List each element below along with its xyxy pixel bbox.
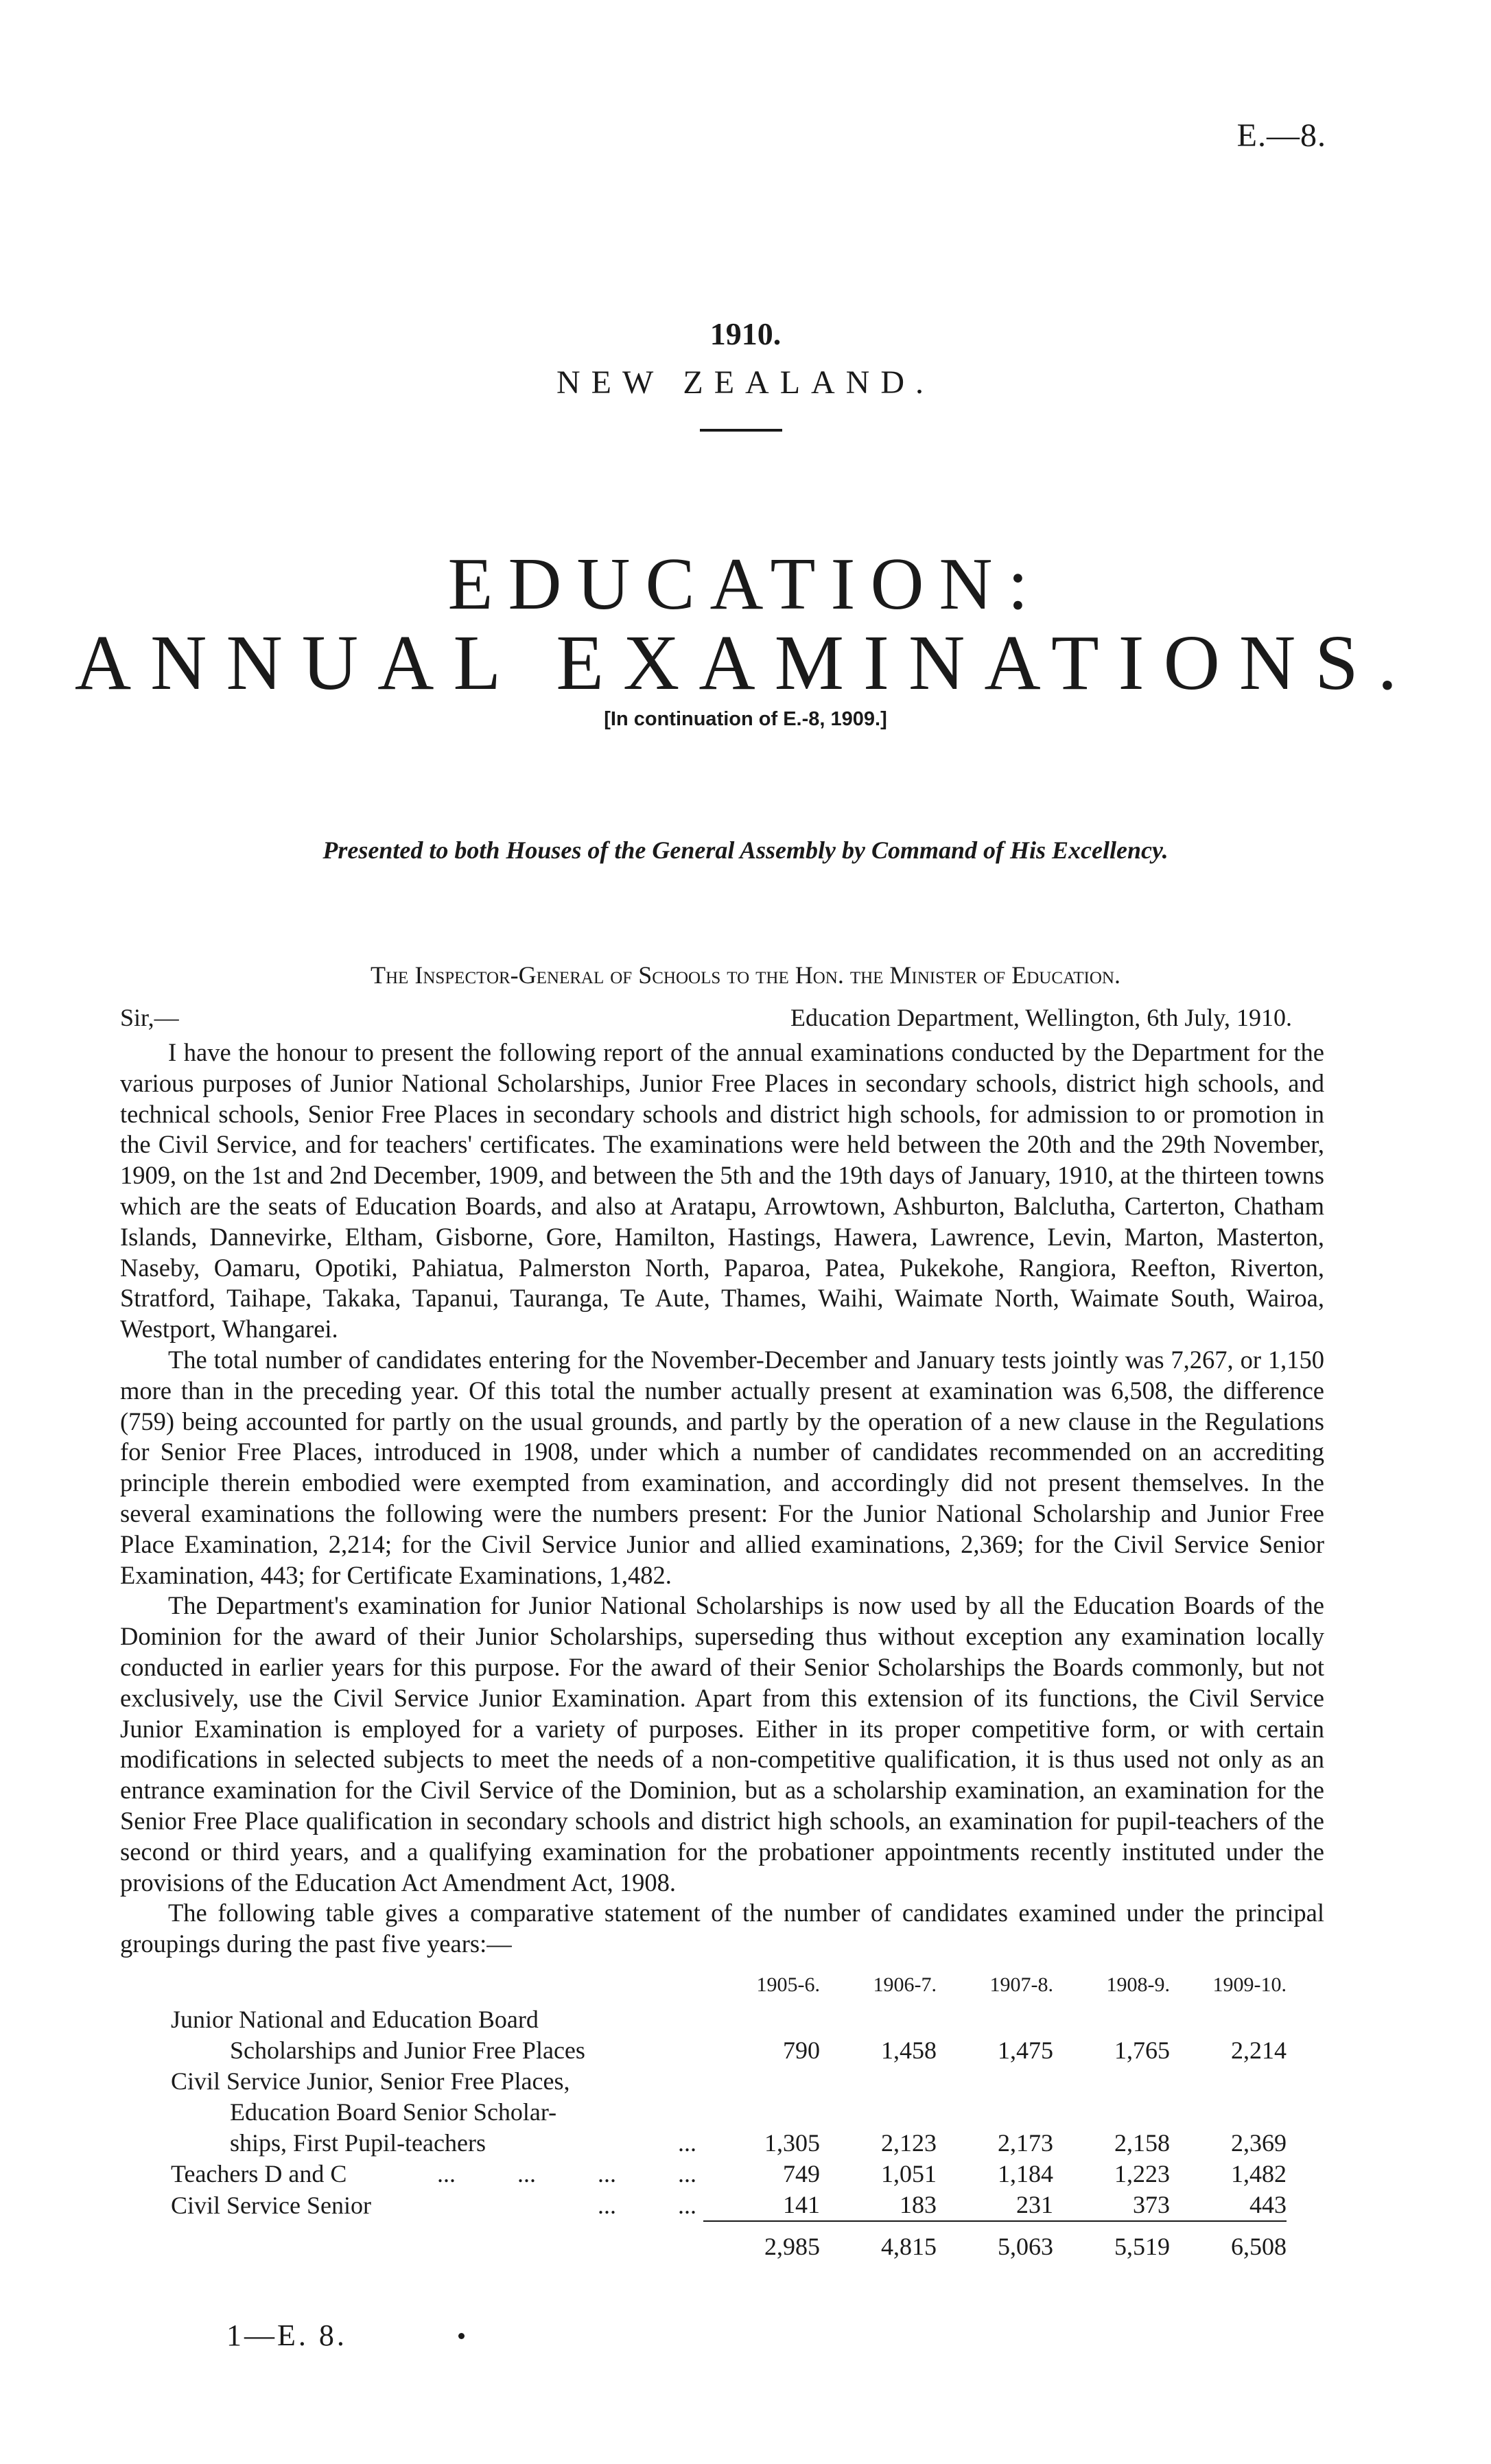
totals-row bbox=[120, 2221, 1287, 2262]
paragraph: I have the honour to present the following report of the annual examinations conducted by the Department for the various purposes of Junior National Scholarships, Junior Free Places in secondary schools, district high schools, and technical schools, Senior Free Places in secondary schools and district high schools, for admission to or promotion in the Civil Service, and for teachers' certificates. The examinations were held between the 20th and the 29th November, 1909, on the 1st and 2nd December, 1909, and between the 5th and the 19th days of January, 1910, at the thirteen towns which are the seats of Education Boards, and also at Aratapu, Arrowtown, Ashburton, Balclutha, Carterton, Chatham Islands, Dannevirke, Eltham, Gisborne, Gore, Hamilton, Hastings, Hawera, Lawrence, Levin, Marton, Masterton, Naseby, Oamaru, Opotiki, Pahiatua, Palmerston North, Paparoa, Patea, Pukekohe, Rangiora, Reefton, Riverton, Stratford, Taihape, Takaka, Tapanui, Tauranga, Te Aute, Thames, Waihi, Waimate North, Waimate South, Wairoa, Westport, Whangarei. bbox=[120, 1038, 1324, 1344]
table-header-row bbox=[120, 1969, 1287, 2004]
letter-dateline: Education Department, Wellington, 6th July, 1910. bbox=[790, 1004, 1292, 1031]
leader-dots: ... ... ... ... bbox=[437, 2160, 696, 2187]
paragraph: The following table gives a comparative statement of the number of candidates examined under the principal groupings during the past five years:— bbox=[120, 1899, 1324, 1958]
table-cell: 2,123 bbox=[881, 2129, 937, 2157]
letter-salutation: Sir,— bbox=[120, 1004, 179, 1031]
table-cell: 373 bbox=[1133, 2191, 1170, 2218]
year-header: 1905-6. bbox=[756, 1973, 820, 1996]
year-header: 1908-9. bbox=[1106, 1973, 1170, 1996]
row-label-with-dots bbox=[120, 2128, 703, 2159]
row-label: Teachers D and C bbox=[171, 2160, 347, 2187]
table-cell: 2,158 bbox=[1114, 2129, 1170, 2157]
total-cell: 6,508 bbox=[1170, 2221, 1287, 2262]
table-cell: 1,482 bbox=[1231, 2160, 1287, 2187]
table-cell: 1,458 bbox=[881, 2037, 937, 2064]
table-cell: 1,223 bbox=[1114, 2160, 1170, 2187]
table-cell: 790 bbox=[783, 2037, 820, 2064]
total-cell: 5,063 bbox=[937, 2221, 1053, 2262]
table-cell: 1,765 bbox=[1114, 2037, 1170, 2064]
table-cell: 141 bbox=[783, 2191, 820, 2218]
table-row bbox=[120, 2190, 1287, 2221]
table-row bbox=[120, 2035, 1287, 2066]
year-header: 1906-7. bbox=[873, 1973, 937, 1996]
table-row bbox=[120, 2097, 1287, 2128]
table-cell: 2,369 bbox=[1231, 2129, 1287, 2157]
table-cell: 231 bbox=[1016, 2191, 1053, 2218]
year-heading: 1910. bbox=[709, 316, 782, 351]
year-header: 1907-8. bbox=[989, 1973, 1053, 1996]
page-signature: 1—E. 8. bbox=[226, 2319, 347, 2352]
country-heading: NEW ZEALAND. bbox=[556, 364, 935, 401]
total-cell: 2,985 bbox=[703, 2221, 820, 2262]
leader-dots: ... bbox=[678, 2129, 696, 2157]
table-cell: 1,305 bbox=[764, 2129, 820, 2157]
candidates-table bbox=[120, 1969, 1287, 2262]
table-cell: 443 bbox=[1249, 2191, 1287, 2218]
table-row bbox=[120, 2004, 1287, 2035]
presented-line: Presented to both Houses of the General Assembly by Command of His Excellency. bbox=[322, 836, 1169, 864]
paragraph: The Department's examination for Junior National Scholarships is now used by all the Education Boards of the Dominion for the award of their Junior Scholarships, superseding thus without exception any examination locally conducted in earlier years for this purpose. For the award of their Senior Scholarships the Boards commonly, but not exclusively, use the Civil Service Junior Examination. Apart from this extension of its functions, the Civil Service Junior Examination is employed for a variety of purposes. Either in its proper competitive form, or with certain modifications in selected subjects to meet the needs of a non-competitive qualification, it is thus used not only as an entrance examination for the Civil Service of the Dominion, but as a scholarship examination, an examination for the Senior Free Place qualification in secondary schools and district high schools, an examination for pupil-teachers of the second or third years, and a qualifying examination for the probationer appointments recently instituted under the provisions of the Education Act Amendment Act, 1908. bbox=[120, 1591, 1324, 1897]
row-label: Civil Service Senior bbox=[171, 2192, 371, 2219]
total-cell: 4,815 bbox=[820, 2221, 937, 2262]
table-row bbox=[120, 2066, 1287, 2097]
table-cell: 2,173 bbox=[998, 2129, 1053, 2157]
row-label: Scholarships and Junior Free Places bbox=[230, 2037, 585, 2064]
leader-dots: ... ... bbox=[598, 2192, 696, 2219]
year-header: 1909-10. bbox=[1212, 1973, 1287, 1996]
table-cell: 1,051 bbox=[881, 2160, 937, 2187]
row-label: Civil Service Junior, Senior Free Places, bbox=[171, 2067, 570, 2095]
table-cell: 2,214 bbox=[1231, 2037, 1287, 2064]
row-label: ships, First Pupil-teachers bbox=[230, 2129, 486, 2157]
main-title-line1: EDUCATION: bbox=[447, 543, 1044, 625]
total-cell: 5,519 bbox=[1053, 2221, 1170, 2262]
table-cell: 749 bbox=[783, 2160, 820, 2187]
letter-body bbox=[120, 1037, 1324, 1960]
letter-addressee: The Inspector-General of Schools to the Hon. the Minister of Education. bbox=[371, 961, 1120, 989]
table-cell: 183 bbox=[900, 2191, 937, 2218]
table-cell: 1,184 bbox=[998, 2160, 1053, 2187]
printers-dot bbox=[458, 2333, 465, 2339]
table-row bbox=[120, 2128, 1287, 2159]
row-label: Education Board Senior Scholar- bbox=[230, 2098, 557, 2126]
main-title-line2: ANNUAL EXAMINATIONS. bbox=[74, 619, 1417, 706]
document-reference: E.—8. bbox=[1236, 117, 1326, 154]
row-label-with-dots bbox=[120, 2159, 703, 2190]
paragraph: The total number of candidates entering for the November-December and January tests jointly was 7,267, or 1,150 more than in the preceding year. Of this total the number actually present at examination was 6,508, the difference (759) being accounted for partly on the usual grounds, and partly by the operation of a new clause in the Regulations for Senior Free Places, introduced in 1908, under which a number of candidates recommended on an accrediting principle therein embodied were exempted from examination, and accordingly did not present themselves. In the several examinations the following were the numbers present: For the Junior National Scholarship and Junior Free Place Examination, 2,214; for the Civil Service Junior and allied examinations, 2,369; for the Civil Service Senior Examination, 443; for Certificate Examinations, 1,482. bbox=[120, 1345, 1324, 1589]
table-row bbox=[120, 2159, 1287, 2190]
continuation-note: [In continuation of E.-8, 1909.] bbox=[604, 708, 887, 730]
row-label-with-dots bbox=[120, 2190, 703, 2221]
table-cell: 1,475 bbox=[998, 2037, 1053, 2064]
title-rule bbox=[700, 429, 782, 432]
row-label: Junior National and Education Board bbox=[171, 2006, 539, 2033]
